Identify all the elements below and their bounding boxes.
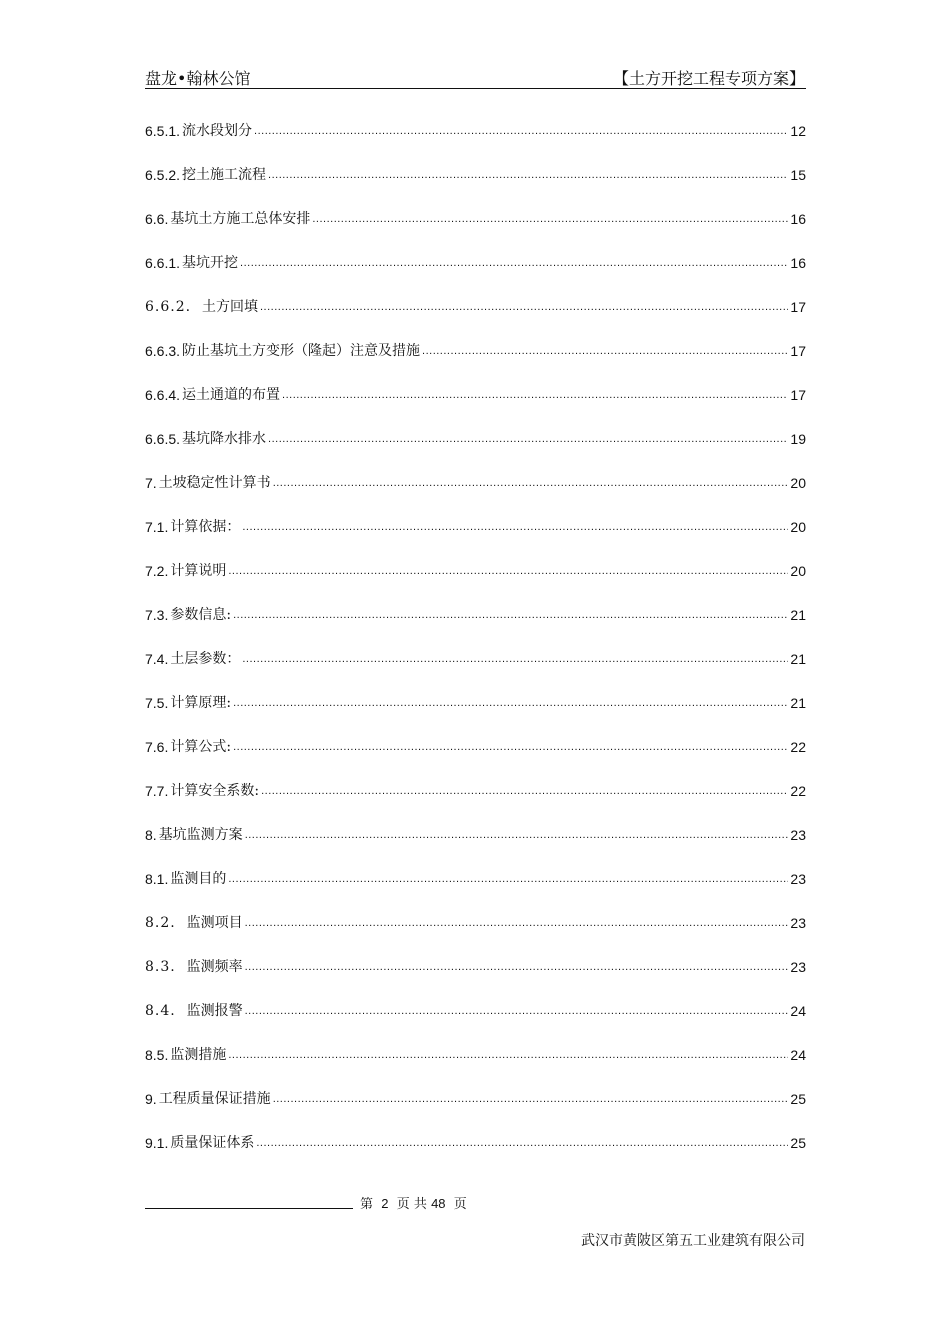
footer-divider: [145, 1208, 353, 1209]
toc-entry[interactable]: [145, 601, 806, 645]
toc-dot-leader: [228, 557, 788, 585]
toc-entry-title: 监测目的: [170, 871, 227, 887]
table-of-contents: [145, 117, 806, 1173]
toc-entry[interactable]: [145, 249, 806, 293]
toc-dot-leader: [242, 645, 788, 673]
toc-entry-title: 土层参数：: [170, 651, 241, 667]
toc-entry-title: 监测项目: [177, 915, 243, 931]
toc-entry-title: 计算原理:: [170, 695, 232, 711]
toc-entry-page: 21: [790, 651, 806, 667]
toc-entry-title: 参数信息:: [170, 607, 232, 623]
toc-entry-number: 7.5.: [145, 695, 169, 711]
toc-entry-number: 6.6.3.: [145, 343, 181, 359]
toc-entry-page: 19: [790, 431, 806, 447]
toc-entry-title: 计算依据：: [170, 519, 241, 535]
toc-entry-number: 7.4.: [145, 651, 169, 667]
toc-entry[interactable]: [145, 425, 806, 469]
toc-entry-title: 监测报警: [177, 1003, 243, 1019]
toc-entry-number: 6.5.1.: [145, 123, 181, 139]
toc-entry-title: 流水段划分: [182, 123, 253, 139]
toc-entry-page: 16: [790, 255, 806, 271]
toc-dot-leader: [245, 909, 789, 937]
toc-entry-number: 8.4.: [145, 1003, 176, 1019]
toc-entry[interactable]: [145, 1129, 806, 1173]
toc-dot-leader: [233, 733, 788, 761]
toc-dot-leader: [245, 821, 789, 849]
toc-entry-page: 24: [790, 1003, 806, 1019]
toc-entry[interactable]: [145, 513, 806, 557]
toc-entry-number: 6.5.2.: [145, 167, 181, 183]
toc-entry-title: 基坑土方施工总体安排: [170, 211, 311, 227]
toc-entry-page: 12: [790, 123, 806, 139]
toc-entry[interactable]: [145, 205, 806, 249]
toc-entry-title: 防止基坑土方变形（隆起）注意及措施: [182, 343, 421, 359]
toc-dot-leader: [268, 161, 788, 189]
toc-entry[interactable]: [145, 997, 806, 1041]
toc-entry[interactable]: [145, 733, 806, 777]
toc-dot-leader: [273, 1085, 789, 1113]
toc-entry[interactable]: [145, 865, 806, 909]
toc-dot-leader: [268, 425, 788, 453]
toc-entry[interactable]: [145, 557, 806, 601]
toc-dot-leader: [228, 1041, 788, 1069]
header-document-title: 【土方开挖工程专项方案】: [612, 69, 805, 88]
toc-entry-page: 25: [790, 1135, 806, 1151]
toc-entry-title: 基坑开挖: [182, 255, 239, 271]
toc-entry-page: 22: [790, 739, 806, 755]
toc-entry-number: 7.: [145, 475, 157, 491]
toc-dot-leader: [233, 689, 788, 717]
toc-entry-number: 6.6.: [145, 211, 169, 227]
toc-entry[interactable]: [145, 161, 806, 205]
toc-entry[interactable]: [145, 469, 806, 513]
toc-dot-leader: [422, 337, 788, 365]
toc-entry-page: 17: [790, 343, 806, 359]
toc-dot-leader: [254, 117, 788, 145]
toc-entry[interactable]: [145, 1085, 806, 1129]
toc-entry-title: 挖土施工流程: [182, 167, 267, 183]
toc-entry-number: 7.3.: [145, 607, 169, 623]
toc-entry-title: 监测措施: [170, 1047, 227, 1063]
toc-entry[interactable]: [145, 381, 806, 425]
company-name: 武汉市黄陂区第五工业建筑有限公司: [581, 1233, 805, 1249]
toc-entry-page: 23: [790, 827, 806, 843]
toc-entry[interactable]: [145, 909, 806, 953]
toc-entry-page: 25: [790, 1091, 806, 1107]
toc-entry-title: 土坡稳定性计算书: [158, 475, 271, 491]
toc-entry-page: 17: [790, 299, 806, 315]
toc-dot-leader: [242, 513, 788, 541]
page-number: [360, 1193, 467, 1212]
toc-entry-title: 运土通道的布置: [182, 387, 281, 403]
toc-entry-page: 16: [790, 211, 806, 227]
toc-entry[interactable]: [145, 953, 806, 997]
toc-entry-page: 23: [790, 915, 806, 931]
toc-dot-leader: [282, 381, 788, 409]
toc-entry-title: 基坑监测方案: [158, 827, 243, 843]
total-pages: 48: [431, 1196, 446, 1211]
toc-entry[interactable]: [145, 337, 806, 381]
toc-entry-number: 7.2.: [145, 563, 169, 579]
toc-entry-number: 9.: [145, 1091, 157, 1107]
toc-entry-page: 20: [790, 475, 806, 491]
toc-entry-number: 6.6.5.: [145, 431, 181, 447]
toc-entry[interactable]: [145, 645, 806, 689]
toc-entry[interactable]: [145, 689, 806, 733]
header-project-name: 盘龙•翰林公馆: [145, 69, 251, 88]
toc-entry-page: 23: [790, 959, 806, 975]
toc-entry[interactable]: [145, 117, 806, 161]
toc-entry-title: 计算公式:: [170, 739, 232, 755]
current-page: 2: [381, 1196, 389, 1211]
toc-dot-leader: [233, 601, 788, 629]
toc-entry[interactable]: [145, 821, 806, 865]
page-middle: 页 共: [396, 1197, 427, 1212]
toc-entry-number: 8.: [145, 827, 157, 843]
toc-entry-page: 20: [790, 563, 806, 579]
toc-dot-leader: [245, 997, 789, 1025]
page-suffix: 页: [453, 1197, 467, 1212]
toc-entry-page: 20: [790, 519, 806, 535]
toc-entry-number: 6.6.1.: [145, 255, 181, 271]
toc-dot-leader: [240, 249, 788, 277]
toc-entry-page: 22: [790, 783, 806, 799]
toc-entry-page: 24: [790, 1047, 806, 1063]
toc-entry-page: 17: [790, 387, 806, 403]
toc-entry[interactable]: [145, 293, 806, 337]
toc-entry-number: 6.6.4.: [145, 387, 181, 403]
toc-entry-number: 8.3.: [145, 959, 176, 975]
toc-entry-number: 8.2.: [145, 915, 176, 931]
toc-entry-title: 土方回填: [193, 299, 258, 315]
toc-dot-leader: [261, 777, 788, 805]
header-divider: [145, 88, 806, 89]
toc-entry-title: 基坑降水排水: [182, 431, 267, 447]
toc-entry-number: 7.7.: [145, 783, 169, 799]
toc-entry-page: 21: [790, 695, 806, 711]
toc-dot-leader: [260, 293, 788, 321]
toc-dot-leader: [312, 205, 788, 233]
toc-dot-leader: [256, 1129, 788, 1157]
toc-entry-number: 9.1.: [145, 1135, 169, 1151]
toc-entry-title: 质量保证体系: [170, 1135, 255, 1151]
toc-entry-title: 计算说明: [170, 563, 227, 579]
toc-entry-number: 8.1.: [145, 871, 169, 887]
toc-dot-leader: [273, 469, 789, 497]
toc-entry-page: 21: [790, 607, 806, 623]
toc-entry-number: 8.5.: [145, 1047, 169, 1063]
toc-entry-title: 监测频率: [177, 959, 243, 975]
page-prefix: 第: [360, 1197, 374, 1212]
toc-dot-leader: [245, 953, 789, 981]
toc-entry-title: 工程质量保证措施: [158, 1091, 271, 1107]
toc-entry[interactable]: [145, 777, 806, 821]
toc-entry-number: 7.1.: [145, 519, 169, 535]
toc-dot-leader: [228, 865, 788, 893]
toc-entry-number: 6.6.2.: [145, 299, 192, 315]
toc-entry-page: 15: [790, 167, 806, 183]
toc-entry-page: 23: [790, 871, 806, 887]
toc-entry-title: 计算安全系数:: [170, 783, 260, 799]
toc-entry[interactable]: [145, 1041, 806, 1085]
toc-entry-number: 7.6.: [145, 739, 169, 755]
